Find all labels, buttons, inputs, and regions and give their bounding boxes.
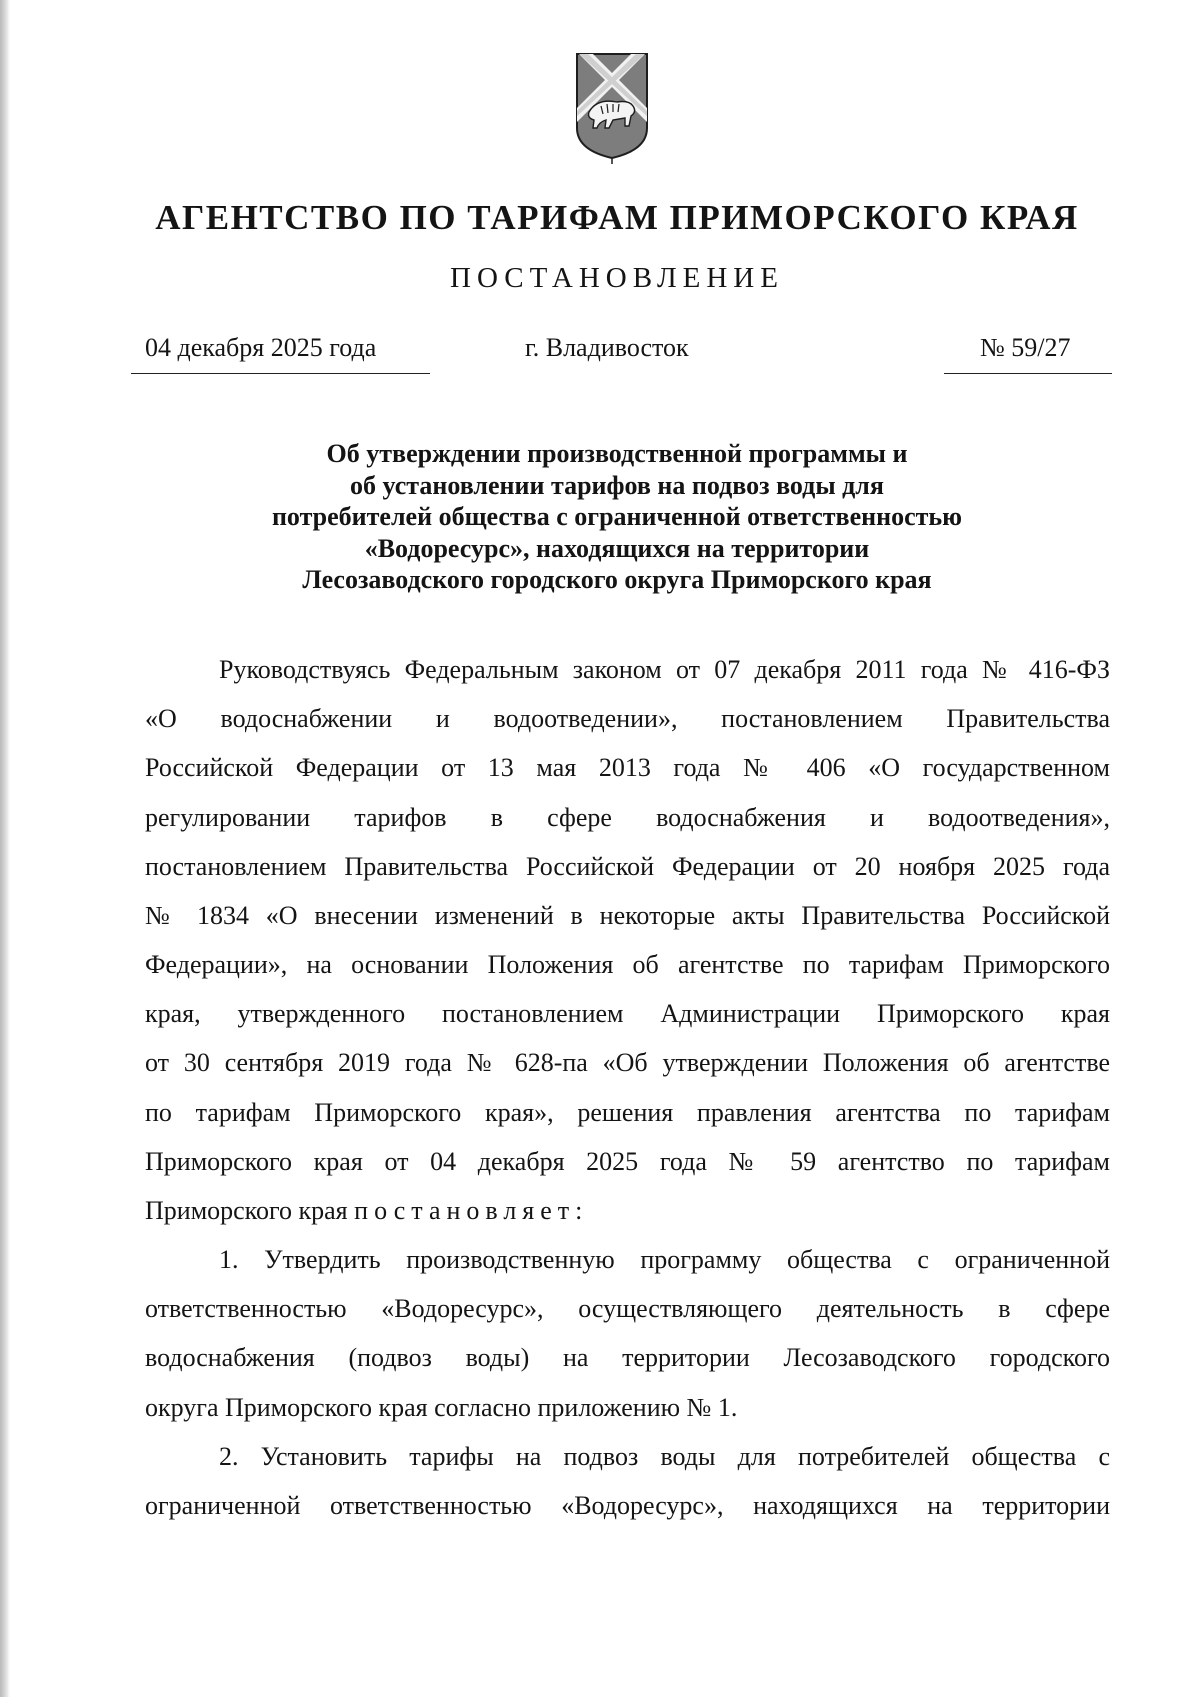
item-1-line: 1. Утвердить производственную программу общества с ограниченной xyxy=(219,1245,1110,1274)
document-number: № 59/27 xyxy=(980,333,1071,362)
subject-line: «Водоресурс», находящихся на территории xyxy=(364,533,870,563)
resolves-keyword: постановляет: xyxy=(354,1196,589,1225)
item-1-line: ответственностью «Водоресурс», осуществляющего деятельность в сфере xyxy=(145,1294,1110,1323)
preamble-line: Руководствуясь Федеральным законом от 07 декабря 2011 года № 416-ФЗ xyxy=(219,655,1110,684)
subject-line: Об утверждении производственной программы и xyxy=(326,439,908,468)
preamble-line: края, утвержденного постановлением Администрации Приморского края xyxy=(145,999,1110,1028)
preamble-line: постановлением Правительства Российской Федерации от 20 ноября 2025 года xyxy=(145,852,1110,881)
document-date: 04 декабря 2025 года xyxy=(145,333,377,362)
item-2-line: ограниченной ответственностью «Водоресурс», находящихся на территории xyxy=(145,1491,1110,1520)
preamble-line: Федерации», на основании Положения об агентстве по тарифам Приморского xyxy=(145,950,1110,979)
date-underline xyxy=(131,373,430,374)
coat-of-arms-icon xyxy=(575,50,649,166)
preamble-line: «О водоснабжении и водоотведении», постановлением Правительства xyxy=(145,704,1110,733)
organization-name: АГЕНТСТВО ПО ТАРИФАМ ПРИМОРСКОГО КРАЯ xyxy=(155,198,1079,237)
item-1-line: округа Приморского края согласно приложению № 1. xyxy=(145,1393,738,1422)
preamble-line: № 1834 «О внесении изменений в некоторые акты Правительства Российской xyxy=(145,901,1110,930)
preamble-line: регулировании тарифов в сфере водоснабжения и водоотведения», xyxy=(145,803,1110,832)
preamble-line: от 30 сентября 2019 года № 628-па «Об утверждении Положения об агентстве xyxy=(145,1048,1110,1077)
scan-edge-shadow xyxy=(0,0,10,1697)
preamble-line: Приморского края от 04 декабря 2025 года № 59 агентство по тарифам xyxy=(145,1147,1110,1176)
preamble-closing-line xyxy=(145,1196,1110,1226)
preamble-line: Российской Федерации от 13 мая 2013 года № 406 «О государственном xyxy=(145,753,1110,782)
item-1-line: водоснабжения (подвоз воды) на территории Лесозаводского городского xyxy=(145,1343,1110,1372)
item-2-line: 2. Установить тарифы на подвоз воды для потребителей общества с xyxy=(219,1442,1110,1471)
document-subject xyxy=(0,438,1200,596)
number-underline xyxy=(944,373,1112,374)
preamble-closing-text: Приморского края xyxy=(145,1196,355,1225)
subject-line: потребителей общества с ограниченной ответственностью xyxy=(271,502,963,531)
subject-line: Лесозаводского городского округа Приморского края xyxy=(302,565,932,594)
document-city: г. Владивосток xyxy=(525,333,689,362)
document-type: ПОСТАНОВЛЕНИЕ xyxy=(450,262,784,294)
subject-line: об установлении тарифов на подвоз воды для xyxy=(350,470,884,500)
preamble-line: по тарифам Приморского края», решения правления агентства по тарифам xyxy=(145,1098,1110,1127)
